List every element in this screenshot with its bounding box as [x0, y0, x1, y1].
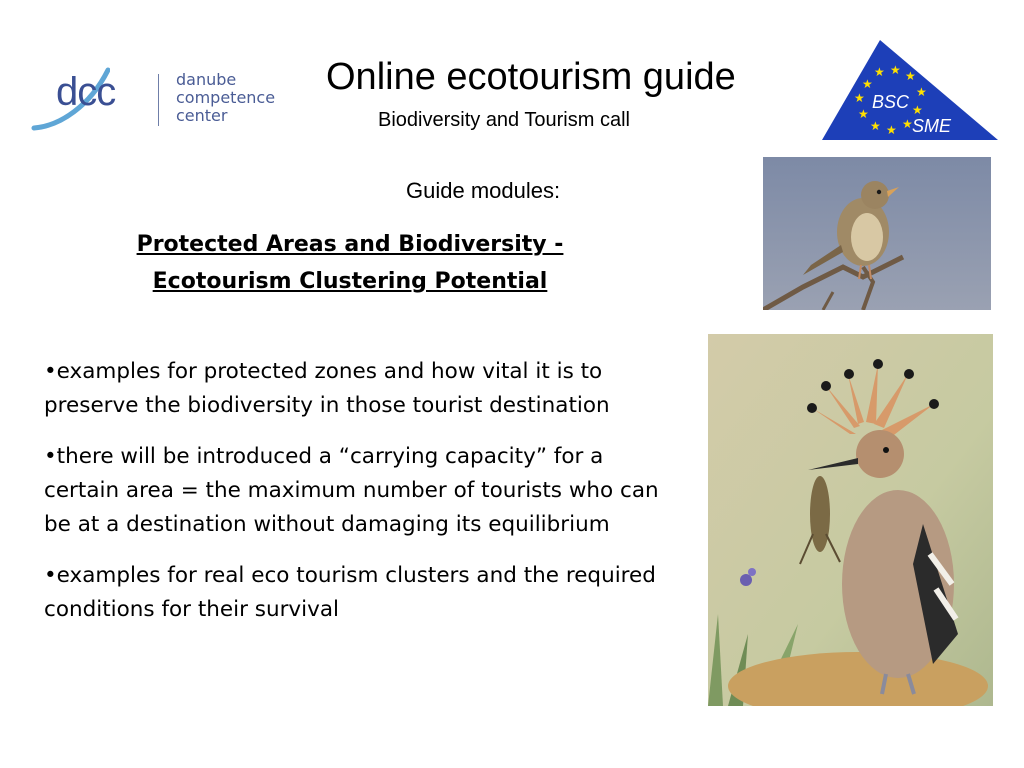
svg-text:★: ★: [916, 85, 927, 99]
logo-wordmark: [176, 71, 275, 125]
svg-text:★: ★: [862, 77, 873, 91]
module-title-line-2: Ecotourism Clustering Potential: [152, 269, 548, 294]
bsc-text: BSC: [872, 92, 910, 112]
page-subtitle: Biodiversity and Tourism call: [378, 109, 630, 131]
svg-text:★: ★: [874, 65, 885, 79]
svg-text:★: ★: [858, 107, 869, 121]
module-title-line-1: Protected Areas and Biodiversity -: [136, 232, 564, 257]
bullet-item: •examples for real eco tourism clusters and the required conditions for their survival: [44, 563, 656, 622]
logo-divider: [158, 74, 159, 126]
svg-text:★: ★: [886, 123, 897, 137]
svg-text:★: ★: [890, 63, 901, 77]
bullet-list: [44, 355, 674, 644]
modules-label: Guide modules:: [406, 178, 561, 203]
svg-text:★: ★: [870, 119, 881, 133]
svg-text:★: ★: [854, 91, 865, 105]
sme-text: SME: [912, 116, 952, 136]
bsc-sme-logo: [822, 40, 998, 142]
logo-line-2: competence: [176, 88, 276, 107]
bullet-item: •there will be introduced a “carrying capacity” for a certain area = the maximum number of tourists who can be at a destination without damaging its equilibrium: [44, 444, 659, 537]
svg-text:★: ★: [905, 69, 916, 83]
svg-text:★: ★: [902, 117, 913, 131]
dcc-logo: [30, 60, 290, 140]
module-title: [60, 226, 640, 300]
bird-photo: [763, 157, 991, 310]
page-title: Online ecotourism guide: [326, 56, 736, 98]
bullet-item: •examples for protected zones and how vital it is to preserve the biodiversity in those tourist destination: [44, 359, 610, 418]
logo-line-1: danube: [176, 70, 237, 89]
svg-text:★: ★: [912, 103, 923, 117]
logo-letters: dcc: [56, 70, 116, 114]
logo-line-3: center: [176, 106, 228, 125]
hoopoe-photo: [708, 334, 993, 706]
